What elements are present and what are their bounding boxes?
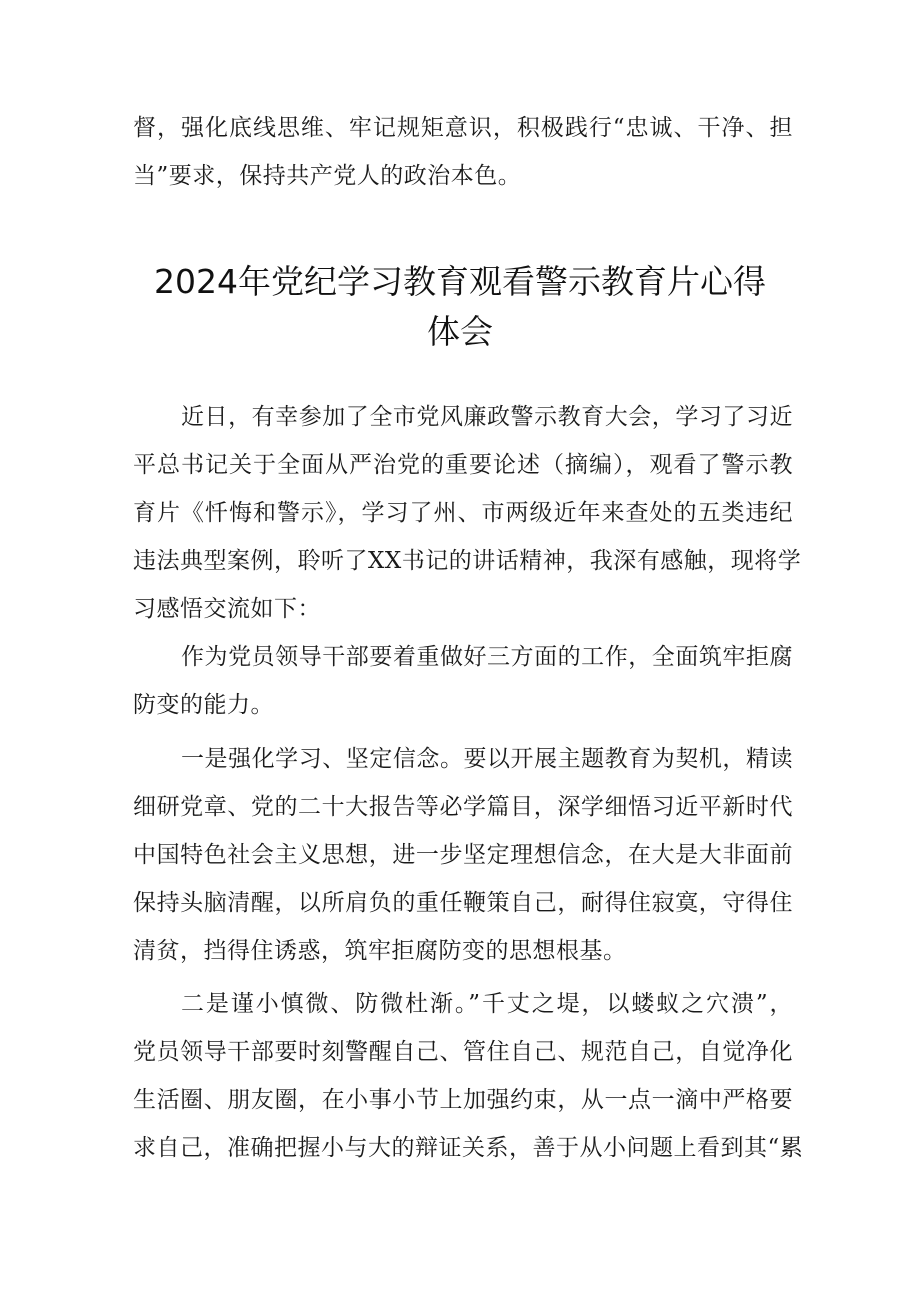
intro-line-1: 督，强化底线思维、牢记规矩意识，积极践行“忠诚、干净、担 <box>133 115 793 141</box>
paragraph-1-line-2: 平总书记关于全面从严治党的重要论述（摘编），观看了警示教 <box>133 452 793 478</box>
paragraph-2-line-1: 作为党员领导干部要着重做好三方面的工作，全面筑牢拒腐 <box>181 644 793 670</box>
paragraph-4-line-3: 生活圈、朋友圈，在小事小节上加强约束，从一点一滴中严格要 <box>133 1087 793 1113</box>
paragraph-1-line-5: 习感悟交流如下： <box>133 596 321 622</box>
paragraph-4-line-2: 党员领导干部要时刻警醒自己、管住自己、规范自己，自觉净化 <box>133 1039 793 1065</box>
document-title-line-1: 2024年党纪学习教育观看警示教育片心得 <box>154 262 766 301</box>
paragraph-4-line-4: 求自己，准确把握小与大的辩证关系，善于从小问题上看到其“累 <box>133 1135 804 1161</box>
paragraph-1-line-4: 违法典型案例，聆听了XX书记的讲话精神，我深有感触，现将学 <box>133 548 802 574</box>
paragraph-3-line-5: 清贫，挡得住诱惑，筑牢拒腐防变的思想根基。 <box>133 938 627 964</box>
paragraph-3-line-1: 一是强化学习、坚定信念。要以开展主题教育为契机，精读 <box>181 746 793 772</box>
paragraph-3-line-2: 细研党章、党的二十大报告等必学篇目，深学细悟习近平新时代 <box>133 794 793 820</box>
paragraph-4-line-1: 二是谨小慎微、防微杜渐。”千丈之堤，以蝼蚁之穴溃”， <box>181 991 793 1017</box>
paragraph-3-line-4: 保持头脑清醒，以所肩负的重任鞭策自己，耐得住寂寞，守得住 <box>133 890 793 916</box>
document-title-line-2: 体会 <box>427 312 493 351</box>
intro-line-2: 当”要求，保持共产党人的政治本色。 <box>133 163 522 189</box>
paragraph-1-line-1: 近日，有幸参加了全市党风廉政警示教育大会，学习了习近 <box>181 404 793 430</box>
paragraph-2-line-2: 防变的能力。 <box>133 692 274 718</box>
paragraph-3-line-3: 中国特色社会主义思想，进一步坚定理想信念，在大是大非面前 <box>133 842 793 868</box>
paragraph-1-line-3: 育片《忏悔和警示》，学习了州、市两级近年来查处的五类违纪 <box>133 500 793 526</box>
